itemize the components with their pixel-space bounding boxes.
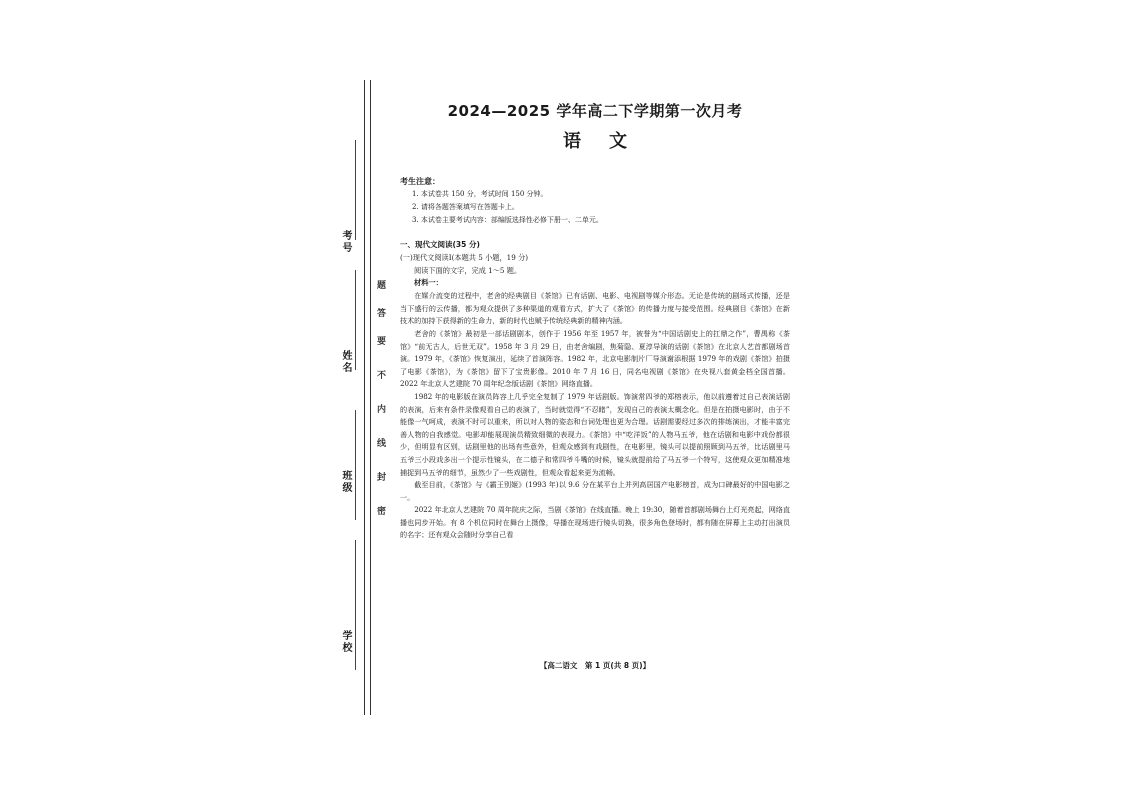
notice-item: 2. 请将各题答案填写在答题卡上。 [412, 203, 519, 211]
exam-page [400, 100, 790, 542]
school-label: 学校 [340, 630, 351, 654]
reading-section [400, 239, 790, 542]
exam-title: 2024—2025 学年高二下学期第一次月考 [447, 102, 743, 120]
seal-char: 题 [375, 280, 385, 289]
paragraph: 1982 年的电影版在演员阵容上几乎完全复制了 1979 年话剧版。饰演常四爷的郑榕表示，他以前遵着过自己表演话剧的表演，后来有条件录像观看自己的表演了，当时就觉得“不忍睹”，发现自己的表演太概念化。但是在拍摄电影时，由于不能像一气呵成，表演不时可以重来，所以对人物的姿态和台词处理也更为合理。话剧需要经过多次的排练演出，才能丰富完善人物的自我感觉。电影却能展现演员精致细微的表现力。《茶馆》中“吃洋饭”的人物马五爷，他在话剧和电影中戏份都很少，但明显有区别，话剧里他的出场有些意外，但观众感到有戏剧性，在电影里，镜头可以提前照顾到马五爷，比话剧里马五爷三小段戏多出一个提示性镜头，在二德子和常四爷斗嘴的时候，镜头就提前给了马五爷一个特写，这使观众更加精准地捕捉到马五爷的细节，虽然少了一些戏剧性，但观众看起来更为流畅。 [400, 391, 790, 477]
notice-item: 1. 本试卷共 150 分，考试时间 150 分钟。 [412, 190, 548, 198]
notice-title: 考生注意： [400, 177, 440, 186]
seal-char: 内 [375, 404, 385, 413]
school-field[interactable] [355, 540, 356, 670]
paragraph: 2022 年北京人艺建院 70 周年院庆之际，当剧《茶馆》在线直播。晚上 19:30，随着首都剧场舞台上灯光亮起，网络直播也同步开始。有 8 个机位同时在舞台上摄像，导播在现场进行镜头切换，很多角色登场时，都有随在屏幕上主动打出演员的名字；还有观众会随时分享自己看 [400, 505, 790, 540]
seal-char: 要 [375, 336, 385, 345]
candidate-notice [400, 175, 790, 227]
material-label: 材料一： [414, 278, 443, 288]
paragraph: 老舍的《茶馆》最初是一部话剧剧本，创作于 1956 年至 1957 年，被誉为“中国话剧史上的扛鼎之作”，曹禺称《茶馆》“前无古人，后世无双”。1958 年 3 月 29 日，由老舍编剧，焦菊隐、夏淳导演的话剧《茶馆》在北京人艺首都剧场首演。1979 年，《茶馆》恢复演出，延续了首演阵容。1982 年，北京电影制片厂导演谢添根据 1979 年的戏剧《茶馆》拍摄了电影《茶馆》，为《茶馆》留下了宝贵影像。2010 年 7 月 16 日，同名电视剧《茶馆》在央视八套黄金档全国首播。2022 年北京人艺建院 70 周年纪念版话剧《茶馆》网络直播。 [400, 328, 790, 389]
notice-item: 3. 本试卷主要考试内容：部编版选择性必修下册一、二单元。 [412, 216, 603, 224]
paragraph: 截至目前，《茶馆》与《霸王别姬》(1993 年)以 9.6 分在某平台上并列高居国产电影榜首，成为口碑最好的中国电影之一。 [400, 480, 790, 502]
exam-no-field[interactable] [355, 140, 356, 240]
seal-char: 密 [375, 506, 385, 515]
binding-line-inner [370, 80, 371, 715]
section-heading: 一、现代文阅读(35 分) [400, 240, 480, 249]
name-label: 姓名 [340, 350, 351, 374]
class-field[interactable] [355, 410, 356, 520]
binding-line-outer [364, 80, 365, 715]
seal-char: 线 [375, 438, 385, 447]
paragraph: 在媒介流变的过程中，老舍的经典剧目《茶馆》已有话剧、电影、电视剧等媒介形态。无论是传统的剧场式传播，还是当下盛行的云传播，都为观众提供了多种渠道的观看方式，扩大了《茶馆》的传播力度与接受范围。经典剧目《茶馆》在新技术的加持下获得新的生命力，新的时代也赋予传统经典新的精神内涵。 [400, 291, 790, 326]
seal-char: 封 [375, 472, 385, 481]
name-field[interactable] [355, 270, 356, 370]
page-footer: 【高二语文 第 1 页(共 8 页)】 [539, 661, 651, 670]
seal-char: 答 [375, 308, 385, 317]
class-label: 班级 [340, 470, 351, 494]
instruction: 阅读下面的文字，完成 1～5 题。 [414, 265, 522, 275]
binding-margin [318, 80, 388, 720]
sub-heading: (一)现代文阅读Ⅰ(本题共 5 小题，19 分) [400, 252, 529, 262]
subject-title: 语文 [563, 131, 655, 152]
exam-no-label: 考号 [340, 230, 351, 254]
seal-char: 不 [375, 370, 385, 379]
